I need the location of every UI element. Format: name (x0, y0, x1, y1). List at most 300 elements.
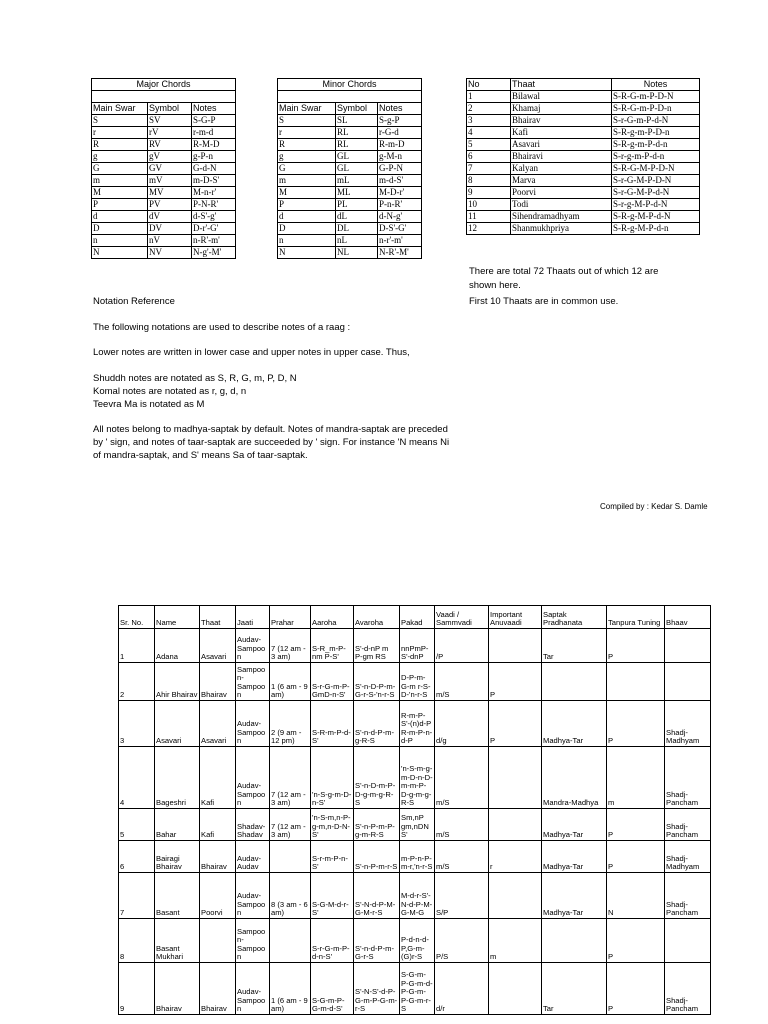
table-cell: P (607, 701, 665, 747)
table-cell (607, 663, 665, 701)
raag-row (119, 809, 711, 841)
table-cell: DL (336, 223, 378, 235)
table-cell: 2 (9 am - 12 pm) (270, 701, 311, 747)
table-cell: Tar (542, 963, 607, 1015)
table-cell: S'-n-P-m-r-S (354, 841, 400, 873)
table-cell: S-r-G-M-P-d-N (612, 187, 700, 199)
thaat-row (467, 127, 700, 139)
table-cell: 9 (467, 187, 511, 199)
raag-row (119, 629, 711, 663)
table-cell: DV (148, 223, 192, 235)
table-cell: S'-n-D-m-P-D-g-m-g-R-S (354, 747, 400, 809)
table-cell: P (489, 663, 542, 701)
table-cell: S-R-G-m-P-D-n (612, 103, 700, 115)
table-cell: S-G-M-d-r-S' (311, 873, 354, 919)
table-cell: D-P-m-G-m r-S-D-'n-r-S (400, 663, 435, 701)
table-cell: 2 (119, 663, 155, 701)
table-cell: 7 (12 am - 3 am) (270, 809, 311, 841)
table-cell: Asavari (511, 139, 612, 151)
column-header: Pakad (400, 606, 435, 629)
table-cell: d-N-g' (378, 211, 422, 223)
table-cell: 8 (3 am - 6 am) (270, 873, 311, 919)
table-cell: S-r-G-m-P-d-n-S' (311, 919, 354, 963)
column-header: Avaroha (354, 606, 400, 629)
table-cell: 5 (119, 809, 155, 841)
table-cell: r (489, 841, 542, 873)
table-cell: SV (148, 115, 192, 127)
table-cell: S'-N-S'-d-P-G-m-P-G-m-r-S (354, 963, 400, 1015)
table-cell: R-m-D (378, 139, 422, 151)
table-cell (542, 663, 607, 701)
table-cell: S-R-g-m-P-d-n (612, 139, 700, 151)
raag-row (119, 963, 711, 1015)
table-cell: NV (148, 247, 192, 259)
table-cell: 'n-S-m-g-m-D-n-D-m-m-P-D-g-m-g-R-S (400, 747, 435, 809)
table-cell: 7 (467, 163, 511, 175)
table-cell (665, 919, 711, 963)
table-cell: Adana (155, 629, 200, 663)
table-cell: R (92, 139, 148, 151)
table-cell: Basant (155, 873, 200, 919)
thaat-row (467, 163, 700, 175)
table-cell: r-G-d (378, 127, 422, 139)
table-cell: 7 (12 am - 3 am) (270, 747, 311, 809)
table-cell: S-R-G-m-P-D-N (612, 91, 700, 103)
major-chord-row (92, 151, 236, 163)
table-cell: P (92, 199, 148, 211)
table-cell: m (607, 747, 665, 809)
table-cell: Kalyan (511, 163, 612, 175)
table-cell: S-r-G-M-P-D-N (612, 175, 700, 187)
table-cell: RL (336, 139, 378, 151)
table-cell: G (92, 163, 148, 175)
table-cell: S (278, 115, 336, 127)
column-header: Symbol (336, 103, 378, 115)
table-cell: P (607, 841, 665, 873)
table-cell: d (278, 211, 336, 223)
minor-chords-caption: Minor Chords (278, 79, 422, 91)
column-header: Vaadi / Sammvadi (435, 606, 489, 629)
major-chords-table (91, 78, 236, 259)
major-chord-row (92, 139, 236, 151)
table-cell (489, 873, 542, 919)
table-cell: Bhairav (200, 663, 236, 701)
table-cell: m (92, 175, 148, 187)
table-cell: Madhya-Tar (542, 809, 607, 841)
table-cell: r-m-d (192, 127, 236, 139)
thaat-row (467, 199, 700, 211)
major-chords-caption: Major Chords (92, 79, 236, 91)
table-cell: Kafi (200, 747, 236, 809)
table-cell: Todi (511, 199, 612, 211)
table-cell: M (92, 187, 148, 199)
column-header: Tanpura Tuning (607, 606, 665, 629)
table-cell: Shadj-Pancham (665, 747, 711, 809)
table-cell: 12 (467, 223, 511, 235)
major-chord-row (92, 115, 236, 127)
compiled-by: Compiled by : Kedar S. Damle (600, 502, 708, 511)
table-cell: dV (148, 211, 192, 223)
table-cell: Bhairav (511, 115, 612, 127)
table-cell: m/S (435, 809, 489, 841)
table-cell: 7 (119, 873, 155, 919)
table-cell: 4 (119, 747, 155, 809)
table-cell: Asavari (200, 629, 236, 663)
table-cell: d/r (435, 963, 489, 1015)
notation-komal: Komal notes are notated as r, g, d, n (93, 386, 247, 397)
minor-chord-row (278, 115, 422, 127)
table-cell: S-g-P (378, 115, 422, 127)
table-cell: Marva (511, 175, 612, 187)
table-cell: S'-n-d-P-m-g-R-S (354, 701, 400, 747)
table-cell: Bhairav (200, 841, 236, 873)
table-cell: r (278, 127, 336, 139)
table-cell: n (278, 235, 336, 247)
table-cell: 'n-S-g-m-D-n-S' (311, 747, 354, 809)
table-cell: /P (435, 629, 489, 663)
table-cell: m/S (435, 663, 489, 701)
table-cell: G (278, 163, 336, 175)
table-cell: Audav-Sampoo n (236, 747, 270, 809)
table-cell: P (607, 809, 665, 841)
table-cell: 1 (467, 91, 511, 103)
table-cell: Bhairav (155, 963, 200, 1015)
table-cell: RL (336, 127, 378, 139)
table-cell: Madhya-Tar (542, 701, 607, 747)
table-cell: 7 (12 am - 3 am) (270, 629, 311, 663)
table-cell: S'-N-d-P-M-G-M-r-S (354, 873, 400, 919)
table-cell: Asavari (200, 701, 236, 747)
table-cell: 4 (467, 127, 511, 139)
table-cell: S'-n-D-P-m-G-r-S-'n-r-S (354, 663, 400, 701)
table-cell: M-d-r-S'-N-d-P-M-G-M-G (400, 873, 435, 919)
table-cell: G-d-N (192, 163, 236, 175)
minor-chord-row (278, 175, 422, 187)
table-cell: GV (148, 163, 192, 175)
table-cell: Ahir Bhairav (155, 663, 200, 701)
column-header: Notes (378, 103, 422, 115)
table-cell: n-R'-m' (192, 235, 236, 247)
thaat-row (467, 175, 700, 187)
table-cell: S-R-G-M-P-D-N (612, 163, 700, 175)
thaat-row (467, 151, 700, 163)
table-cell: S/P (435, 873, 489, 919)
table-cell: 6 (119, 841, 155, 873)
table-cell: PV (148, 199, 192, 211)
table-cell: d/g (435, 701, 489, 747)
table-cell: Audav-Sampoo n (236, 629, 270, 663)
table-cell: P (607, 629, 665, 663)
table-cell: d-S'-g' (192, 211, 236, 223)
table-cell: D (92, 223, 148, 235)
table-cell: ML (336, 187, 378, 199)
table-cell: S'-n-P-m-P-g-m-R-S (354, 809, 400, 841)
minor-chord-row (278, 199, 422, 211)
table-cell: 2 (467, 103, 511, 115)
table-cell: 1 (6 am - 9 am) (270, 663, 311, 701)
table-cell (200, 919, 236, 963)
table-cell: m/S (435, 841, 489, 873)
table-cell (489, 809, 542, 841)
table-cell: Poorvi (511, 187, 612, 199)
thaat-row (467, 211, 700, 223)
notation-saptak: All notes belong to madhya-saptak by default. Notes of mandra-saptak are preceded by ' sign, and notes of taar-saptak are succeeded by ' sign. For instance 'N means Ni of mandra-saptak, and S' means Sa of taar-saptak. (93, 424, 450, 461)
table-cell: N-R'-M' (378, 247, 422, 259)
column-header: Notes (612, 79, 700, 91)
minor-chord-row (278, 211, 422, 223)
table-cell: P (607, 919, 665, 963)
table-cell: 'n-S-m,n-P-g-m,n-D-N-S' (311, 809, 354, 841)
table-cell: 3 (119, 701, 155, 747)
table-cell: Bhairav (200, 963, 236, 1015)
column-header: Main Swar (92, 103, 148, 115)
table-cell: Audav-Sampoo n (236, 701, 270, 747)
column-header: Thaat (200, 606, 236, 629)
table-cell: S-r-G-m-P-d-N (612, 115, 700, 127)
table-cell: nV (148, 235, 192, 247)
table-cell: Kafi (200, 809, 236, 841)
table-cell: 8 (467, 175, 511, 187)
table-cell: R (278, 139, 336, 151)
table-cell: P (489, 701, 542, 747)
table-cell: n-r'-m' (378, 235, 422, 247)
minor-chord-row (278, 163, 422, 175)
column-header: Jaati (236, 606, 270, 629)
column-header: Prahar (270, 606, 311, 629)
table-cell: Audav-Sampoo n (236, 873, 270, 919)
table-cell: S-R-g-m-P-D-n (612, 127, 700, 139)
table-cell: nnPmP-S'-dnP (400, 629, 435, 663)
table-cell: g-P-n (192, 151, 236, 163)
table-cell: g (92, 151, 148, 163)
table-cell: P (278, 199, 336, 211)
table-cell (489, 629, 542, 663)
table-cell: m (278, 175, 336, 187)
table-cell: M-n-r' (192, 187, 236, 199)
table-cell: S'-n-d-P-m-G-r-S (354, 919, 400, 963)
table-cell: Madhya-Tar (542, 841, 607, 873)
table-cell: Audav-Sampoo n (236, 963, 270, 1015)
table-cell: 5 (467, 139, 511, 151)
table-cell: m (489, 919, 542, 963)
table-cell: Madhya-Tar (542, 873, 607, 919)
table-cell: M (278, 187, 336, 199)
table-cell (489, 963, 542, 1015)
table-cell: Shadj-Pancham (665, 963, 711, 1015)
table-cell (665, 663, 711, 701)
thaat-row (467, 103, 700, 115)
major-chord-row (92, 223, 236, 235)
table-cell: N (607, 873, 665, 919)
table-cell: R-m-P-S'-(n)d-P R-m-P-n-d-P (400, 701, 435, 747)
table-cell: m-d-S' (378, 175, 422, 187)
table-cell: S-G-m-P-G-m-d-S' (311, 963, 354, 1015)
table-cell: Bilawal (511, 91, 612, 103)
table-cell: N (92, 247, 148, 259)
raag-row (119, 747, 711, 809)
minor-chord-row (278, 139, 422, 151)
raag-row (119, 841, 711, 873)
major-chord-row (92, 163, 236, 175)
table-cell: Bageshri (155, 747, 200, 809)
table-cell: 3 (467, 115, 511, 127)
table-cell: Audav-Audav (236, 841, 270, 873)
table-cell: m-D-S' (192, 175, 236, 187)
column-header: Bhaav (665, 606, 711, 629)
column-header: Main Swar (278, 103, 336, 115)
thaats-note-3: First 10 Thaats are in common use. (469, 296, 619, 307)
table-cell: D (278, 223, 336, 235)
major-chord-row (92, 211, 236, 223)
table-cell: Shadj-Madhyam (665, 701, 711, 747)
table-cell: PL (336, 199, 378, 211)
raag-row (119, 919, 711, 963)
thaat-row (467, 187, 700, 199)
table-cell: D-r'-G' (192, 223, 236, 235)
minor-chord-row (278, 247, 422, 259)
table-cell: S (92, 115, 148, 127)
table-cell: mL (336, 175, 378, 187)
table-cell: m/S (435, 747, 489, 809)
table-cell: P-n-R' (378, 199, 422, 211)
table-cell: M-D-r' (378, 187, 422, 199)
table-cell: S-R-m-P-d-S' (311, 701, 354, 747)
table-cell: 11 (467, 211, 511, 223)
table-cell (270, 919, 311, 963)
table-cell: S-r-g-M-P-d-N (612, 199, 700, 211)
table-cell: Shadj-Madhyam (665, 841, 711, 873)
thaat-row (467, 223, 700, 235)
table-cell: S'-d-nP m P-gm RS (354, 629, 400, 663)
table-cell: S-r-m-P-n-S' (311, 841, 354, 873)
table-cell: r (92, 127, 148, 139)
table-cell: P-d-n-d-P,G-m-(G)r-S (400, 919, 435, 963)
raag-row (119, 701, 711, 747)
notation-case-line: Lower notes are written in lower case and upper notes in upper case. Thus, (93, 347, 410, 358)
table-cell: Shadj-Pancham (665, 873, 711, 919)
table-cell: Mandra-Madhya (542, 747, 607, 809)
table-cell: GL (336, 163, 378, 175)
thaats-note-2: shown here. (469, 280, 521, 291)
table-cell: Basant Mukhari (155, 919, 200, 963)
minor-chord-row (278, 223, 422, 235)
table-cell: GL (336, 151, 378, 163)
table-cell: S-R-g-M-P-d-n (612, 223, 700, 235)
table-cell: Bhairavi (511, 151, 612, 163)
table-cell: N (278, 247, 336, 259)
table-cell: S-r-g-m-P-d-n (612, 151, 700, 163)
raag-row (119, 873, 711, 919)
table-cell: Khamaj (511, 103, 612, 115)
table-cell: P/S (435, 919, 489, 963)
table-cell: Shadj-Pancham (665, 809, 711, 841)
table-cell: P-N-R' (192, 199, 236, 211)
thaats-table (466, 78, 700, 235)
minor-chord-row (278, 235, 422, 247)
notation-shuddh: Shuddh notes are notated as S, R, G, m, P, D, N (93, 373, 297, 384)
table-cell: Kafi (511, 127, 612, 139)
table-cell: S-G-m-P-G-m-d-P-G-m-P-G-m-r-S (400, 963, 435, 1015)
raag-row (119, 663, 711, 701)
table-cell: Sampoo n-Sampoo n (236, 919, 270, 963)
table-cell: 8 (119, 919, 155, 963)
thaats-note-1: There are total 72 Thaats out of which 12 are (469, 266, 659, 277)
table-cell: MV (148, 187, 192, 199)
minor-chords-table (277, 78, 422, 259)
column-header: Notes (192, 103, 236, 115)
table-cell: g (278, 151, 336, 163)
major-chord-row (92, 187, 236, 199)
table-cell: 1 (6 am - 9 am) (270, 963, 311, 1015)
column-header: Saptak Pradhanata (542, 606, 607, 629)
notation-teevra: Teevra Ma is notated as M (93, 399, 205, 410)
table-cell: g-M-n (378, 151, 422, 163)
table-cell: Bahar (155, 809, 200, 841)
thaat-row (467, 91, 700, 103)
table-cell: N-g'-M' (192, 247, 236, 259)
table-cell (270, 841, 311, 873)
table-cell: d (92, 211, 148, 223)
table-cell (489, 747, 542, 809)
table-cell: 10 (467, 199, 511, 211)
table-cell: n (92, 235, 148, 247)
table-cell: RV (148, 139, 192, 151)
table-cell: Shadav-Shadav (236, 809, 270, 841)
table-cell: mV (148, 175, 192, 187)
column-header: Important Anuvaadi (489, 606, 542, 629)
column-header: Name (155, 606, 200, 629)
table-cell: 9 (119, 963, 155, 1015)
major-chord-row (92, 247, 236, 259)
raag-table (118, 605, 711, 1015)
table-cell: m-P-n-P-m-r,'n-r-S (400, 841, 435, 873)
major-chord-row (92, 199, 236, 211)
table-cell: nL (336, 235, 378, 247)
table-cell: G-P-N (378, 163, 422, 175)
table-cell: dL (336, 211, 378, 223)
table-cell: 1 (119, 629, 155, 663)
table-cell: S-R_m-P-nm P-S' (311, 629, 354, 663)
table-cell: SL (336, 115, 378, 127)
table-cell: Sihendramadhyam (511, 211, 612, 223)
major-chord-row (92, 127, 236, 139)
table-cell: D-S'-G' (378, 223, 422, 235)
table-cell: Bairagi Bhairav (155, 841, 200, 873)
table-cell: 6 (467, 151, 511, 163)
thaat-row (467, 139, 700, 151)
table-cell: NL (336, 247, 378, 259)
column-header: Aaroha (311, 606, 354, 629)
column-header: Thaat (511, 79, 612, 91)
table-cell: S-R-g-M-P-d-N (612, 211, 700, 223)
table-cell (542, 919, 607, 963)
table-cell: rV (148, 127, 192, 139)
table-cell: Sm,nP gm,nDN S' (400, 809, 435, 841)
column-header: Sr. No. (119, 606, 155, 629)
table-cell: S-r-G-m-P-GmD-n-S' (311, 663, 354, 701)
table-cell: P (607, 963, 665, 1015)
notation-intro: The following notations are used to describe notes of a raag : (93, 322, 351, 333)
column-header: Symbol (148, 103, 192, 115)
column-header: No (467, 79, 511, 91)
thaat-row (467, 115, 700, 127)
table-cell: Shanmukhpriya (511, 223, 612, 235)
table-cell: S-G-P (192, 115, 236, 127)
table-cell (665, 629, 711, 663)
table-cell: Sampoo n-Sampoo n (236, 663, 270, 701)
table-cell: R-M-D (192, 139, 236, 151)
notation-title: Notation Reference (93, 296, 175, 307)
